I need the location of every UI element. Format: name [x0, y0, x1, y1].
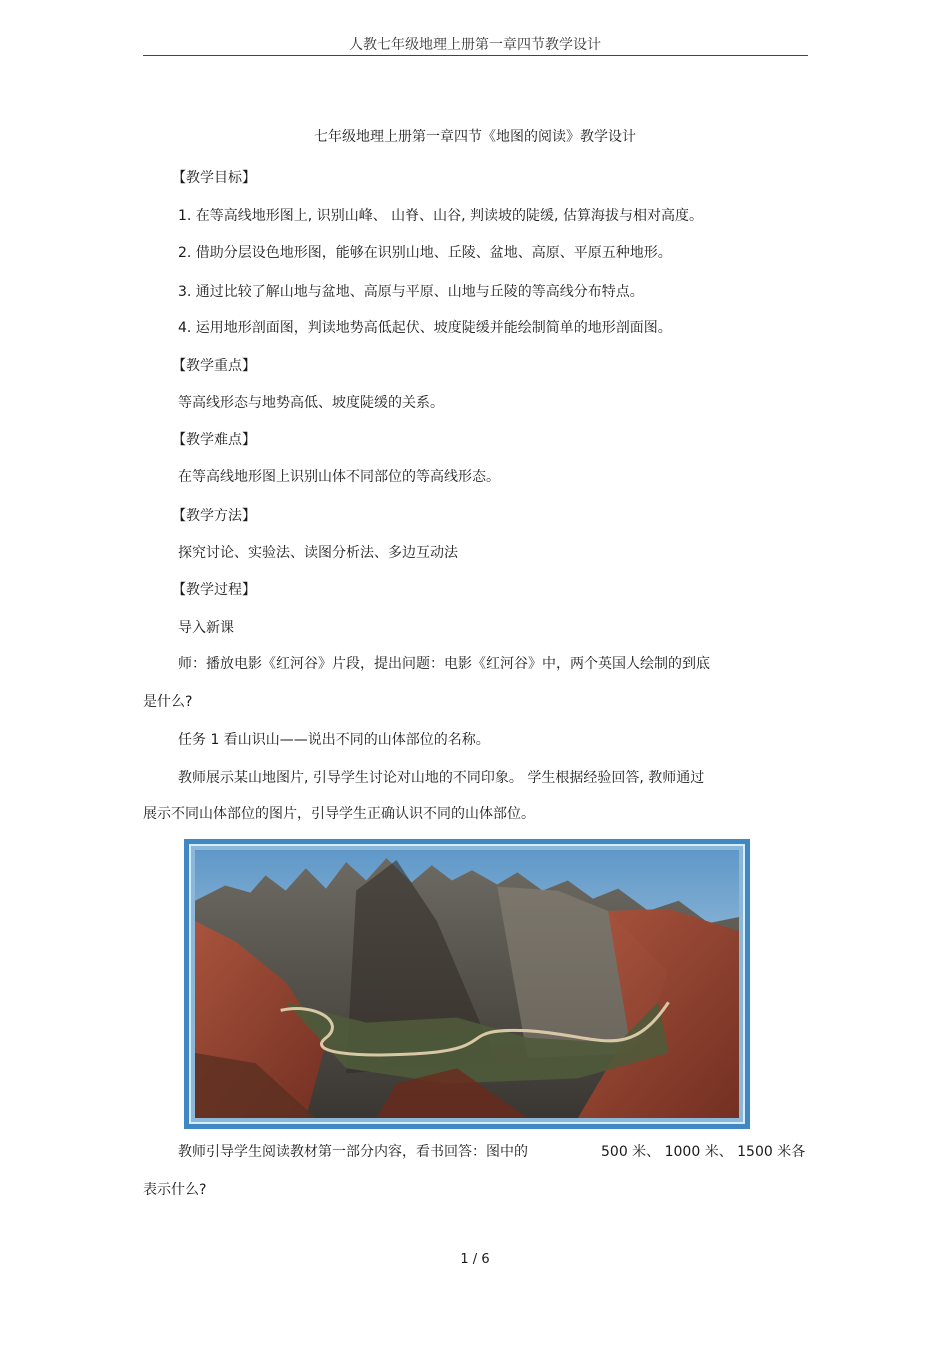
after-image-line-2: 表示什么?	[143, 1182, 207, 1198]
intro-heading: 导入新课	[178, 620, 234, 636]
methods-text: 探究讨论、实验法、读图分析法、多边互动法	[178, 545, 458, 561]
intro-line-1: 师：播放电影《红河谷》片段，提出问题：电影《红河谷》中，两个英国人绘制的到底	[178, 656, 710, 672]
objectives-heading: 【教学目标】	[172, 170, 256, 186]
task-1-desc-line-2: 展示不同山体部位的图片，引导学生正确认识不同的山体部位。	[143, 806, 535, 822]
document-title: 七年级地理上册第一章四节《地图的阅读》教学设计	[314, 129, 636, 145]
objective-item-4: 4. 运用地形剖面图，判读地势高低起伏、坡度陡缓并能绘制简单的地形剖面图。	[178, 320, 672, 336]
process-heading: 【教学过程】	[172, 582, 256, 598]
mountain-photo-inner	[189, 844, 745, 1124]
objective-item-2: 2. 借助分层设色地形图，能够在识别山地、丘陵、盆地、高原、平原五种地形。	[178, 245, 672, 261]
key-points-heading: 【教学重点】	[172, 358, 256, 374]
mountain-landscape-image	[195, 850, 739, 1118]
objective-item-3: 3. 通过比较了解山地与盆地、高原与平原、山地与丘陵的等高线分布特点。	[178, 284, 644, 300]
objective-item-1: 1. 在等高线地形图上, 识别山峰、 山脊、山谷, 判读坡的陡缓, 估算海拔与相对高度。	[178, 208, 703, 224]
task-1-desc-line-1: 教师展示某山地图片, 引导学生讨论对山地的不同印象。 学生根据经验回答, 教师通过	[178, 770, 705, 786]
page-number: 1 / 6	[460, 1252, 490, 1267]
after-image-line-1b: 500 米、 1000 米、 1500 米各	[601, 1144, 806, 1160]
methods-heading: 【教学方法】	[172, 508, 256, 524]
key-points-text: 等高线形态与地势高低、坡度陡缓的关系。	[178, 395, 444, 411]
page-header: 人教七年级地理上册第一章四节教学设计	[349, 37, 601, 53]
after-image-line-1a: 教师引导学生阅读教材第一部分内容，看书回答：图中的	[178, 1144, 528, 1160]
header-rule	[143, 55, 808, 56]
mountain-photo	[184, 839, 750, 1129]
difficulties-heading: 【教学难点】	[172, 432, 256, 448]
difficulties-text: 在等高线地形图上识别山体不同部位的等高线形态。	[178, 469, 500, 485]
task-1-title: 任务 1 看山识山——说出不同的山体部位的名称。	[178, 732, 490, 748]
intro-line-2: 是什么?	[143, 694, 193, 710]
